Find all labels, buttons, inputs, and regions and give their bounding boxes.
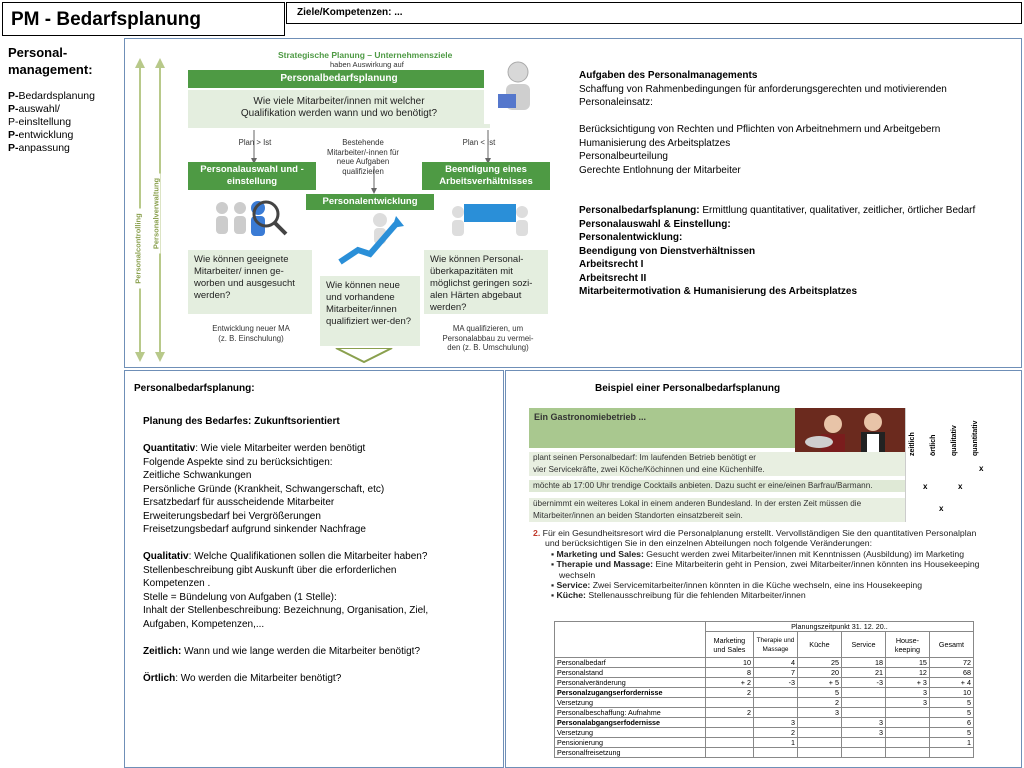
table-head: Küche xyxy=(797,632,841,658)
bar-personalauswahl: Personalauswahl und -einstellung xyxy=(188,162,316,190)
table-cell xyxy=(797,728,841,738)
table-cell: 4 xyxy=(754,658,798,668)
table-cell: + 4 xyxy=(929,678,973,688)
table-cell xyxy=(841,698,885,708)
table-cell: 10 xyxy=(929,688,973,698)
planning-qual-line: Stelle = Bündelung von Aufgaben (1 Stelle): xyxy=(143,591,337,603)
table-cell xyxy=(885,718,929,728)
gastro-mark: x xyxy=(923,482,928,491)
table-cell xyxy=(705,748,753,758)
planning-table xyxy=(554,621,974,758)
table-row-label: Personalzugangserfordernisse xyxy=(555,688,706,698)
table-cell xyxy=(797,748,841,758)
question-left: Wie können geeignete Mitarbeiter/ innen ge-worben und ausgesucht werden? xyxy=(188,250,312,314)
task2-bullet: ▪ Therapie und Massage: Eine Mitarbeiterin geht in Pension, zwei Mitarbeiter/innen könnten ins Housekeeping wechseln xyxy=(551,559,980,580)
question-right: Wie können Personal-überkapazitäten mit möglichst geringen sozi-alen Härten abgebaut werden? xyxy=(424,250,548,314)
table-cell xyxy=(705,698,753,708)
table-cell: 2 xyxy=(705,688,753,698)
planning-aspect: Zeitliche Schwankungen xyxy=(143,470,252,481)
task2-bullet: ▪ Küche: Stellenausschreibung für die fehlenden Mitarbeiter/innen xyxy=(551,590,806,601)
tasks-bold-item: Beendigung von Dienstverhältnissen xyxy=(579,245,756,257)
tasks-bold-item: Personalentwicklung: xyxy=(579,232,683,243)
table-head: Gesamt xyxy=(929,632,973,658)
planning-aspect: Ersatzbedarf für ausscheidende Mitarbeiter xyxy=(143,497,335,508)
planning-title: Personalbedarfsplanung: xyxy=(134,383,255,394)
tasks-intro: Schaffung von Rahmenbedingungen für anforderungsgerechten und motivierenden Personaleinsatz: xyxy=(579,83,947,108)
table-row xyxy=(555,708,974,718)
planning-text xyxy=(143,415,493,685)
diagram-top-sub: haben Auswirkung auf xyxy=(330,60,404,69)
tasks-item: Personalbeurteilung xyxy=(579,151,668,162)
gastro-line: vier Servicekräfte, zwei Köche/Köchinnen und eine Küchenhilfe. xyxy=(529,464,905,476)
table-row xyxy=(555,688,974,698)
left-item: P-Bedardsplanung xyxy=(8,90,95,102)
table-cell xyxy=(841,708,885,718)
table-cell: 72 xyxy=(929,658,973,668)
table-cell: 2 xyxy=(754,728,798,738)
table-cell xyxy=(841,748,885,758)
table-row xyxy=(555,658,974,668)
gastro-col-head: zeitlich xyxy=(909,432,916,456)
page-title: PM - Bedarfsplanung xyxy=(11,9,202,30)
plan-greater: Plan > Ist xyxy=(238,138,272,147)
tasks-text xyxy=(579,69,1009,299)
table-cell: 10 xyxy=(705,658,753,668)
table-row-label: Personalbeschaffung: Aufnahme xyxy=(555,708,706,718)
gastro-box xyxy=(529,408,991,522)
gastro-col-head: örtlich xyxy=(930,434,937,456)
question-mid: Wie können neue und vorhandene Mitarbeiter/innen qualifiziert wer-den? xyxy=(320,276,420,346)
side-label-controlling: Personalcontrolling xyxy=(134,209,143,289)
table-row-label: Personalabgangserfodernisse xyxy=(555,718,706,728)
table-cell: 5 xyxy=(797,688,841,698)
table-row-label: Personalveränderung xyxy=(555,678,706,688)
table-cell xyxy=(754,748,798,758)
gastro-mark: x xyxy=(939,504,944,513)
table-row-label: Personalfreisetzung xyxy=(555,748,706,758)
table-cell: 3 xyxy=(885,688,929,698)
table-row xyxy=(555,668,974,678)
goals-label: Ziele/Kompetenzen: ... xyxy=(297,7,403,18)
table-cell xyxy=(885,708,929,718)
personnel-diagram xyxy=(130,44,558,366)
tasks-bold-item: Personalauswahl & Einstellung: xyxy=(579,218,731,230)
tasks-bold-item: Arbeitsrecht II xyxy=(579,272,647,284)
table-cell: 12 xyxy=(885,668,929,678)
table-cell: 2 xyxy=(705,708,753,718)
table-head: Marketing und Sales xyxy=(705,632,753,658)
table-cell: 25 xyxy=(797,658,841,668)
table-row-label: Personalbedarf xyxy=(555,658,706,668)
gastro-col-head: quantitativ xyxy=(972,420,979,456)
table-row-label: Personalstand xyxy=(555,668,706,678)
planning-aspects-intro: Folgende Aspekte sind zu berücksichtigen: xyxy=(143,456,333,468)
table-body xyxy=(555,658,974,758)
foot-left: Entwicklung neuer MA (z. B. Einschulung) xyxy=(212,324,290,343)
down-arrow-icon xyxy=(332,348,396,364)
tasks-item: Berücksichtigung von Rechten und Pflichten von Arbeitnehmern und Arbeitgebern xyxy=(579,124,941,135)
table-cell: 21 xyxy=(841,668,885,678)
gastro-line: übernimmt ein weiteres Lokal in einem anderen Bundesland. In der ersten Zeit müssen die xyxy=(529,498,905,510)
planning-table-wrap xyxy=(554,621,974,758)
table-cell: 1 xyxy=(929,738,973,748)
task2-bullet: ▪ Service: Zwei Servicemitarbeiter/innen könnten in die Küche wechseln, eine ins Housekeeping xyxy=(551,580,923,591)
title-box xyxy=(2,2,285,36)
left-item: P-entwicklung xyxy=(8,129,74,141)
table-row xyxy=(555,718,974,728)
tasks-heading: Aufgaben des Personalmanagements xyxy=(579,70,758,81)
carry-board-icon xyxy=(448,194,532,240)
gastro-mark: x xyxy=(979,464,984,473)
table-row xyxy=(555,728,974,738)
table-cell xyxy=(797,738,841,748)
gastro-mark: x xyxy=(958,482,963,491)
task2 xyxy=(533,528,981,601)
table-cell: 8 xyxy=(705,668,753,678)
left-column xyxy=(8,44,120,155)
side-label-verwaltung: Personalverwaltung xyxy=(152,174,161,254)
table-row-label: Versetzung xyxy=(555,698,706,708)
task2-intro: 2. Für ein Gesundheitsresort wird die Personalplanung erstellt. Vervollständigen Sie den quantitativen Personalplan und berücksichtigen Sie in den einzelnen Abteilungen noch folgende Veränderungen: xyxy=(533,528,977,549)
bar-personalbedarfsplanung: Personalbedarfsplanung xyxy=(188,70,490,88)
bar-beendigung: Beendigung eines Arbeitsverhältnisses xyxy=(422,162,550,190)
person-laptop-icon xyxy=(484,54,550,124)
rising-graph-icon xyxy=(336,210,410,266)
planning-time: Zeitlich: Wann und wie lange werden die Mitarbeiter benötigt? xyxy=(143,645,421,657)
left-item: P-anpassung xyxy=(8,142,70,154)
task2-bullet: ▪ Marketing und Sales: Gesucht werden zwei Mitarbeiter/innen mit Kenntnissen (Ausbildung) im Marketing xyxy=(551,548,965,559)
table-cell xyxy=(841,688,885,698)
table-cell xyxy=(754,708,798,718)
table-row-label: Versetzung xyxy=(555,728,706,738)
table-row xyxy=(555,738,974,748)
table-row xyxy=(555,698,974,708)
planning-qual-line: Inhalt der Stellenbeschreibung: Bezeichnung, Organisation, Ziel, Aufgaben, Kompetenzen,... xyxy=(143,605,429,630)
table-cell: 7 xyxy=(754,668,798,678)
table-cell: -3 xyxy=(841,678,885,688)
tasks-bold-item: Arbeitsrecht I xyxy=(579,259,644,270)
bar-personalentwicklung: Personalentwicklung xyxy=(306,194,434,210)
table-cell: 6 xyxy=(929,718,973,728)
tasks-planning: Personalbedarfsplanung: Ermittlung quantitativer, qualitativer, zeitlicher, örtlicher Bedarf xyxy=(579,205,976,216)
gastro-line: möchte ab 17:00 Uhr trendige Cocktails anbieten. Dazu sucht er eine/einen Barfrau/Barmann. xyxy=(529,480,905,492)
table-cell xyxy=(705,728,753,738)
table-cell xyxy=(841,738,885,748)
question-main: Wie viele Mitarbeiter/innen mit welcher Qualifikation werden wann und wo benötigt? xyxy=(188,90,490,128)
table-cell: 3 xyxy=(885,698,929,708)
foot-right: MA qualifizieren, um Personalabbau zu vermei-den (z. B. Umschulung) xyxy=(442,324,534,352)
gastro-line: Mitarbeiter/innen an beiden Standorten einsatzbereit sein. xyxy=(529,510,905,522)
table-cell: 20 xyxy=(797,668,841,678)
table-cell xyxy=(885,728,929,738)
table-head: Service xyxy=(841,632,885,658)
table-cell: + 3 xyxy=(885,678,929,688)
plan-less: Plan < Ist xyxy=(462,138,496,147)
table-cell xyxy=(885,748,929,758)
table-row xyxy=(555,748,974,758)
goals-box xyxy=(286,2,1022,24)
table-cell xyxy=(754,688,798,698)
gastro-col-head: qualitativ xyxy=(951,425,958,456)
table-cell: 3 xyxy=(841,718,885,728)
table-cell: + 2 xyxy=(705,678,753,688)
example-title: Beispiel einer Personalbedarfsplanung xyxy=(595,383,781,394)
table-cell xyxy=(705,718,753,728)
table-head: House-keeping xyxy=(885,632,929,658)
table-row xyxy=(555,678,974,688)
left-item: P-auswahl/ xyxy=(8,103,60,115)
table-cell xyxy=(885,738,929,748)
table-cell: 5 xyxy=(929,728,973,738)
table-cell xyxy=(929,748,973,758)
table-title: Planungszeitpunkt 31. 12. 20.. xyxy=(705,622,973,632)
planning-aspect: Persönliche Gründe (Krankheit, Schwangerschaft, etc) xyxy=(143,483,385,495)
table-cell: 68 xyxy=(929,668,973,678)
table-cell: 3 xyxy=(754,718,798,728)
table-cell: 1 xyxy=(754,738,798,748)
existing-staff-note: Bestehende Mitarbeiter/-innen für neue Aufgaben qualifizieren xyxy=(327,138,399,176)
planning-aspect: Erweiterungsbedarf bei Vergrößerungen xyxy=(143,510,321,522)
table-cell: 5 xyxy=(929,708,973,718)
left-item: P-einsltellung xyxy=(8,116,72,128)
table-row-label: Pensionierung xyxy=(555,738,706,748)
planning-subtitle: Planung des Bedarfes: Zukunftsorientiert xyxy=(143,416,340,427)
table-cell: + 5 xyxy=(797,678,841,688)
table-cell: 2 xyxy=(797,698,841,708)
table-cell: 15 xyxy=(885,658,929,668)
planning-place: Örtlich: Wo werden die Mitarbeiter benötigt? xyxy=(143,672,342,684)
tasks-bold-item: Mitarbeitermotivation & Humanisierung des Arbeitsplatzes xyxy=(579,286,858,297)
table-cell: 3 xyxy=(841,728,885,738)
tasks-item: Gerechte Entlohnung der Mitarbeiter xyxy=(579,164,741,176)
left-heading: Personal- management: xyxy=(8,45,93,77)
tasks-item: Humanisierung des Arbeitsplatzes xyxy=(579,137,731,149)
table-cell xyxy=(705,738,753,748)
table-head: Therapie und Massage xyxy=(754,632,798,658)
table-cell xyxy=(754,698,798,708)
table-cell: 3 xyxy=(797,708,841,718)
planning-quant: Quantitativ: Wie viele Mitarbeiter werden benötigt xyxy=(143,443,366,454)
planning-aspect: Freisetzungsbedarf aufgrund sinkender Nachfrage xyxy=(143,524,366,535)
diagram-top-title: Strategische Planung – Unternehmensziele xyxy=(278,50,453,60)
table-cell: 5 xyxy=(929,698,973,708)
table-cell: 18 xyxy=(841,658,885,668)
gastro-line: plant seinen Personalbedarf: Im laufenden Betrieb benötigt er xyxy=(529,452,905,464)
planning-qual: Qualitativ: Welche Qualifikationen sollen die Mitarbeiter haben? xyxy=(143,551,428,562)
table-cell: -3 xyxy=(754,678,798,688)
people-search-icon xyxy=(210,194,296,240)
table-cell xyxy=(797,718,841,728)
planning-qual-line: Stellenbeschreibung gibt Auskunft über die erforderlichen Kompetenzen . xyxy=(143,564,397,589)
gastro-title: Ein Gastronomiebetrieb ... xyxy=(534,412,647,422)
